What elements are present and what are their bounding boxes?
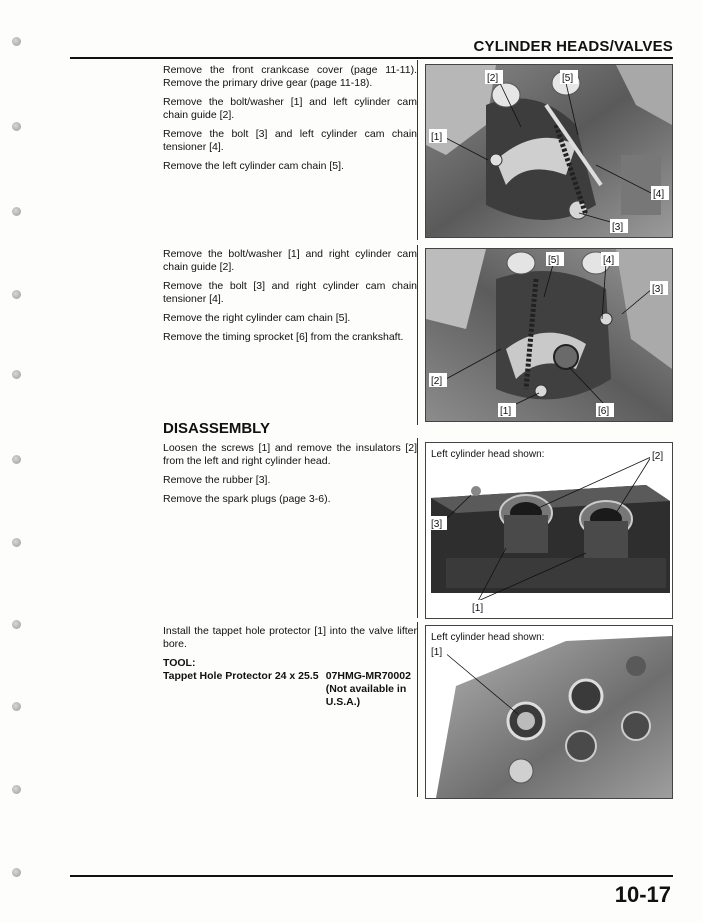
figure-caption: Left cylinder head shown:	[431, 449, 545, 460]
cylinder-head-photo	[426, 443, 672, 618]
instruction-step: Remove the bolt [3] and left cylinder cam chain tensioner [4].	[163, 128, 417, 153]
instruction-block-left-cam-chain	[163, 64, 417, 179]
instruction-step: Remove the timing sprocket [6] from the crankshaft.	[163, 331, 404, 343]
callout-2: [2]	[487, 73, 499, 84]
instruction-block-tappet	[163, 625, 417, 709]
callout-3: [3]	[431, 519, 443, 530]
tool-part-number: 07HMG-MR70002	[325, 670, 411, 682]
instruction-block-insulators	[163, 442, 417, 512]
tool-row	[163, 670, 417, 709]
callout-2: [2]	[652, 451, 664, 462]
callout-1: [1]	[431, 647, 443, 658]
instruction-step: Install the tappet hole protector [1] into the valve lifter bore.	[163, 625, 417, 650]
callout-2: [2]	[431, 376, 443, 387]
figure-caption: Left cylinder head shown:	[431, 632, 545, 643]
punch-hole	[12, 868, 21, 877]
punch-hole	[12, 37, 21, 46]
figure-right-cam-chain	[425, 248, 673, 422]
instruction-step: Remove the rubber [3].	[163, 474, 271, 486]
punch-hole	[12, 370, 21, 379]
callout-4: [4]	[653, 189, 665, 200]
instruction-block-right-cam-chain	[163, 248, 417, 350]
column-rule	[417, 622, 418, 797]
instruction-step: Remove the bolt/washer [1] and right cylinder cam chain guide [2].	[163, 248, 417, 273]
valve-lifter-photo	[426, 626, 672, 798]
punch-hole	[12, 702, 21, 711]
column-rule	[417, 438, 418, 618]
page-number: 10-17	[614, 882, 671, 907]
tool-name: Tappet Hole Protector 24 x 25.5	[163, 670, 319, 682]
callout-3: [3]	[612, 222, 624, 233]
punch-hole	[12, 455, 21, 464]
instruction-step: Remove the front crankcase cover (page 11-11). Remove the primary drive gear (page 11-18).	[163, 64, 417, 89]
callout-6: [6]	[598, 406, 610, 417]
instruction-step: Remove the left cylinder cam chain [5].	[163, 160, 344, 172]
instruction-step: Remove the spark plugs (page 3-6).	[163, 493, 331, 505]
page-header-title: CYLINDER HEADS/VALVES	[473, 38, 673, 55]
engine-photo-right	[426, 249, 672, 421]
callout-3: [3]	[652, 284, 664, 295]
instruction-step: Remove the bolt [3] and right cylinder cam chain tensioner [4].	[163, 280, 417, 305]
tool-label: TOOL:	[163, 657, 196, 669]
instruction-step: Remove the bolt/washer [1] and left cylinder cam chain guide [2].	[163, 96, 417, 121]
punch-hole	[12, 785, 21, 794]
figure-left-cam-chain	[425, 64, 673, 238]
section-title-disassembly: DISASSEMBLY	[163, 420, 270, 437]
callout-4: [4]	[603, 255, 615, 266]
column-rule	[417, 245, 418, 425]
instruction-step: Loosen the screws [1] and remove the insulators [2] from the left and right cylinder head.	[163, 442, 417, 467]
punch-hole	[12, 122, 21, 131]
figure-tappet-protector	[425, 625, 673, 799]
punch-hole	[12, 620, 21, 629]
punch-hole	[12, 538, 21, 547]
column-rule	[417, 60, 418, 240]
engine-photo-left	[426, 65, 672, 237]
tool-number	[326, 670, 417, 709]
tool-availability-note: (Not available in U.S.A.)	[325, 683, 407, 708]
callout-1: [1]	[472, 603, 484, 614]
callout-5: [5]	[548, 255, 560, 266]
punch-hole	[12, 290, 21, 299]
footer-rule	[70, 875, 673, 877]
callout-5: [5]	[562, 73, 574, 84]
callout-1: [1]	[431, 132, 443, 143]
figure-insulators	[425, 442, 673, 619]
header-rule	[70, 57, 673, 59]
punch-hole	[12, 207, 21, 216]
callout-1: [1]	[500, 406, 512, 417]
instruction-step: Remove the right cylinder cam chain [5].	[163, 312, 351, 324]
